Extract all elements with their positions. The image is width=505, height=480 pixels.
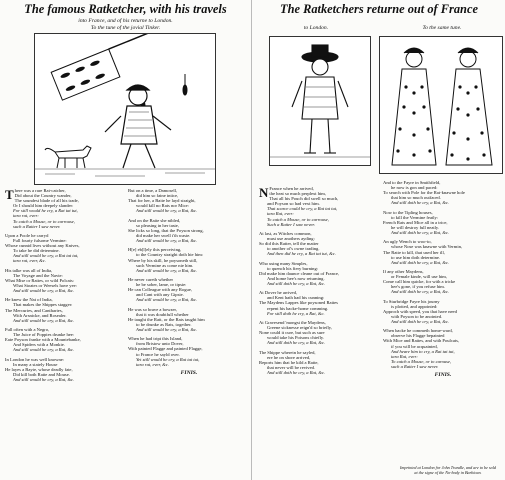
verse-line: to quench his fiery burning: (267, 265, 319, 271)
verse-line: He taught the Ratt, or the Rats taught him (128, 316, 205, 322)
stanza (128, 307, 250, 332)
verse-line: To Sturbridge Fayre his journy (383, 298, 440, 304)
stanza (128, 247, 250, 272)
verse-line: That all his Pouch did swell so much, (269, 196, 339, 202)
verse-line: And to the Fayre in Smithfield, (383, 180, 441, 185)
finis: FINIS. (180, 370, 198, 377)
verse-line: repent his backe-home comming. (267, 305, 329, 311)
left-column-2 (128, 188, 250, 376)
verse-line: Who using many Simples, (259, 260, 308, 266)
verse-line: he now is gon and paced: (391, 185, 438, 191)
verse-line: But on a time, a Damosell, (128, 188, 178, 193)
right-title: The Ratketchers returne out of France (280, 2, 478, 16)
verse-line: Full often with a Negro, (5, 327, 50, 332)
verse-line: Whose cunnid lives without any Knives, (5, 243, 80, 249)
verse-line: Yet still would he cry, a Rat tat tut, (136, 356, 200, 362)
verse-line: from Bristow unto Dover, (136, 341, 184, 347)
verse-line: And still would he cry, a Rat, &c. (136, 208, 198, 214)
verse-line: Approch with speed, you that have need (383, 308, 457, 314)
verse-line: And still would he cry, a Rat, &c. (13, 377, 75, 383)
stanza (5, 357, 121, 382)
drop-cap: N (259, 185, 269, 200)
verse-line: With painted Flagge and painted Flagge, (128, 346, 203, 352)
stanza (5, 188, 121, 229)
stanza (128, 188, 250, 213)
right-column-2 (383, 180, 503, 378)
verse-line: to be drunke as Rats, together. (136, 321, 192, 327)
right-tune: To the same tune. (422, 25, 462, 31)
verse-line: And still doth he cry, a Rat, &c. (267, 369, 326, 375)
verse-line: Where by his skill, he poysoneth still, (128, 257, 198, 263)
verse-line: The Juice of Poppies drunke hee: (13, 332, 75, 338)
verse-line: With Mice and Rattes, and with Poulcats, (383, 338, 460, 344)
verse-line: He was so brave a bowzer, (128, 306, 178, 312)
verse-line: And still would he cry, a Rat, &c. (13, 288, 75, 294)
verse-line: with Poyson to be anointed. (391, 313, 443, 319)
verse-line: With Arsnicke, and Rosealer. (13, 312, 67, 318)
verse-line: And still doth he cry, a Rat, &c. (267, 340, 326, 346)
verse-line: Such a Ratter I saw never. (267, 221, 315, 227)
verse-line: And still doth he cry, a Rat, &c. (391, 230, 450, 236)
stanza (383, 328, 503, 369)
stanza (5, 268, 121, 293)
verse-line: He can Colleague with any Rogue, (128, 287, 193, 293)
verse-line: France when he arrived, (269, 186, 314, 191)
verse-line: And still would he cry, a Rat, &c. (136, 327, 198, 332)
verse-line: tara Rat, ever: (267, 211, 294, 217)
stanza (128, 336, 250, 367)
verse-line: And still would he cry, a Rat, &c. (13, 347, 75, 353)
verse-line: Reports him that he kild a Ratte, (259, 359, 319, 365)
verse-line: Eate Poyson franke with a Mountebanke, (5, 337, 81, 343)
verse-line: To catch a Mouse, or to carrouse, (13, 218, 75, 224)
left-ballad (0, 0, 252, 480)
verse-line: tara rat, ever, &c. (13, 258, 46, 264)
verse-line: Now to the Tipling houses, (383, 209, 433, 215)
finis: FINIS. (434, 372, 452, 379)
right-subtitle: to London. (303, 25, 329, 31)
verse-line: In many a stately House (13, 361, 58, 367)
verse-line: And still doth he cry, a Rat, &c. (391, 319, 450, 324)
verse-line: If any other Maydens, (383, 268, 424, 274)
women-woodcut (379, 36, 503, 174)
stanza (383, 239, 503, 264)
man-woodcut (269, 36, 371, 166)
verse-line: to another of's owne trading. (267, 246, 320, 252)
verse-line: At Gravesend 'mongst the Maydens, (259, 319, 326, 325)
ratcatcher-woodcut (34, 33, 216, 185)
verse-line: to the Country straight doth hie him: (136, 252, 204, 258)
stanza (128, 277, 250, 302)
imprint-line: Imprinted at London for John Trundle, and are to be sold (399, 465, 497, 470)
verse-line: That scarce could he cry, a Rat tat tut, (267, 206, 338, 212)
verse-line: The soundest blade of all his trade, (14, 198, 79, 204)
verse-line: and Poyson so had vext him. (267, 201, 320, 207)
verse-line: And still would he cry, a Rat tat tut, (13, 253, 79, 259)
stanza (259, 290, 379, 315)
verse-line: such a Ratter I saw never. (391, 363, 439, 369)
verse-line: The Shippe wherein he sayled, (259, 349, 316, 355)
verse-line: Greene sicknesse reign'd so briefly, (267, 325, 332, 330)
left-column-1 (5, 188, 121, 386)
verse-line: And on the Baite she nibled, (128, 217, 181, 223)
verse-line: And still doth he cry, a Rat, &c. (391, 289, 450, 295)
verse-line: An ugly Wench to woo-to, (383, 239, 432, 245)
verse-line: Or I should him deepely slander: (13, 203, 74, 209)
verse-line: To catch a Mouse, or to carouse, (391, 358, 452, 364)
verse-line: When he had tript this Island, (128, 336, 183, 342)
stanza (383, 269, 503, 294)
verse-line: H[e] eb[l]ely this perceiving, (128, 247, 182, 253)
verse-line: tara rat, ever: (13, 213, 39, 219)
verse-line: The Ratte to kill, that used her ill, (383, 249, 445, 255)
verse-line: if you will be acquainted, (391, 343, 438, 349)
verse-line: here was a rare Rat-catcher, (14, 188, 66, 193)
verse-line: to use him doth determine. (391, 254, 441, 260)
verse-line: He knew the Nat of India, (5, 297, 53, 303)
verse-line: that it was doubtfull whether (136, 311, 189, 317)
verse-line: He never careth whether (128, 276, 174, 282)
verse-line: At Dover he arrived, (259, 290, 298, 296)
verse-line: tara Rat, ever: (391, 353, 418, 359)
verse-line: The Voyage and the Navie: (13, 272, 63, 278)
verse-line: and Kent hath had his cunning: (267, 295, 325, 301)
verse-line: observe his Flagge bepainted (391, 333, 445, 339)
verse-line: At last, as Witches common, (259, 230, 312, 236)
verse-line: When backe he commeth home-ward, (383, 328, 453, 334)
verse-line: must use anothers ayding: (267, 236, 315, 242)
verse-line: did make her swell i'th waste. (136, 232, 191, 238)
verse-line: To search with Pole for the Rat-knawne hole (383, 190, 465, 196)
verse-line: The Mercuries, and Cantharies, (5, 307, 63, 313)
verse-line: She licks so long, that the Poyson strong, (128, 227, 204, 233)
left-tune: To the tune of the jovial Tinker. (90, 25, 161, 31)
verse-line: such Vermine as come nie him. (136, 262, 194, 268)
verse-line: And still would he cry, a Rat, &c. (13, 317, 75, 323)
verse-line: And then did he cry, a Rat tat tut, &c. (267, 251, 336, 257)
stanza (259, 186, 379, 227)
stanza (259, 350, 379, 375)
stanza (128, 218, 250, 243)
verse-line: And heare him to cry, a Rat tat tut, (391, 348, 455, 354)
verse-line: would kill no Rats nor Mice: (136, 203, 189, 209)
verse-line: would take his Poisons chiefly. (267, 335, 324, 341)
stanza (259, 261, 379, 286)
verse-line: And Spiders with a Monkie. (13, 342, 65, 348)
verse-line: tara rat, ever, &c. (136, 361, 169, 367)
stanza (259, 231, 379, 256)
left-subtitle: into France, and of his returne to London. (78, 18, 173, 24)
verse-line: Full fourty fulsome Vermine: (13, 238, 67, 244)
verse-line: That for her, a Baite he layd straight, (128, 198, 196, 204)
stanza (5, 327, 121, 352)
verse-line: And still doth he cry, a Rat, &c. (267, 280, 326, 286)
verse-line: For still would he cry, a Rat tat tut, (13, 208, 78, 214)
stanza (5, 233, 121, 264)
verse-line: Did about the Country wander, (14, 193, 72, 199)
verse-line: is plotted, and appointed: (391, 303, 438, 309)
verse-line: French Rats and Mice all in a trice, (383, 219, 448, 225)
verse-line: or Female kinde, will use him, (391, 274, 448, 280)
stanza (5, 297, 121, 322)
verse-line: so pleasing in her taste, (136, 222, 179, 228)
verse-line: Upon a Poole he carryd (5, 232, 49, 238)
stanza (383, 180, 503, 205)
verse-line: And still would he cry, a Rat, &c. (136, 238, 198, 244)
verse-line: to France he sayld over. (136, 351, 180, 357)
verse-line: Come call him quicke, for with a tricke (383, 279, 456, 285)
verse-line: What Stoates or Weesels have yee: (13, 282, 77, 288)
verse-line: What Mise or Rattes, or wild Polcats: (5, 277, 75, 283)
verse-line: he will destroy full neatly. (391, 224, 440, 230)
verse-line: And home hee's now returning. (267, 275, 325, 281)
verse-line: And still doth he cry, a Rat, &c. (391, 200, 450, 206)
verse-line: And still doth he cry, a Rat, &c. (391, 259, 450, 265)
verse-line: Did kill both Ratte and Mouse. (13, 371, 70, 377)
drop-cap: T (5, 187, 14, 202)
right-column-1 (259, 186, 379, 379)
verse-line: Did make him daunce cleane out of France, (259, 270, 340, 276)
verse-line: For still doth he cry, a Rat, &c. (267, 310, 325, 316)
verse-line: to kill the Vermine featly: (391, 214, 439, 220)
imprint (393, 466, 503, 476)
imprint-line: at the signe of the No-body in Barbican. (414, 469, 482, 475)
verse-line: To take he did determine. (13, 248, 60, 254)
verse-line: And still would he cry, a Rat, &c. (136, 267, 198, 273)
verse-line: The Maydens Lappes like poysoned Rattes (259, 300, 338, 306)
verse-line: the heat so much perplext him, (269, 191, 327, 197)
verse-line: whose Nose was knawne with Vermin, (391, 244, 463, 250)
left-title: The famous Ratketcher, with his travels (24, 2, 227, 16)
verse-line: that him so much outfaced. (391, 195, 441, 201)
verse-line: In London he was well knowne: (5, 356, 65, 362)
verse-line: hee's gone, if you refuse him. (391, 284, 446, 290)
verse-line: He layes a Bayte, whose deadly fate, (5, 366, 73, 372)
verse-line: So did this Ratter, tell the matter (259, 241, 319, 247)
stanza (259, 320, 379, 345)
verse-line: he be sober, lame, or tipsie: (136, 282, 187, 288)
verse-line: And still would he cry, a Rat, &c. (136, 297, 198, 303)
verse-line: None could it cure, but such as sure (259, 330, 325, 336)
verse-line: His talke was all of India, (5, 267, 53, 273)
right-ballad (253, 0, 505, 480)
verse-line: That makes the Shippes stagger: (13, 302, 73, 308)
verse-line: that never will be revived. (267, 364, 316, 370)
verse-line: such a Ratter I saw never. (13, 223, 61, 229)
stanza (383, 210, 503, 235)
verse-line: ere he on shore arrived, (267, 354, 311, 360)
verse-line: did him so faine intice, (136, 193, 179, 199)
stanza (383, 299, 503, 324)
verse-line: and Cant with any Gipsie. (136, 292, 184, 298)
verse-line: To catch a Mouse, or to carrouse, (267, 216, 329, 222)
